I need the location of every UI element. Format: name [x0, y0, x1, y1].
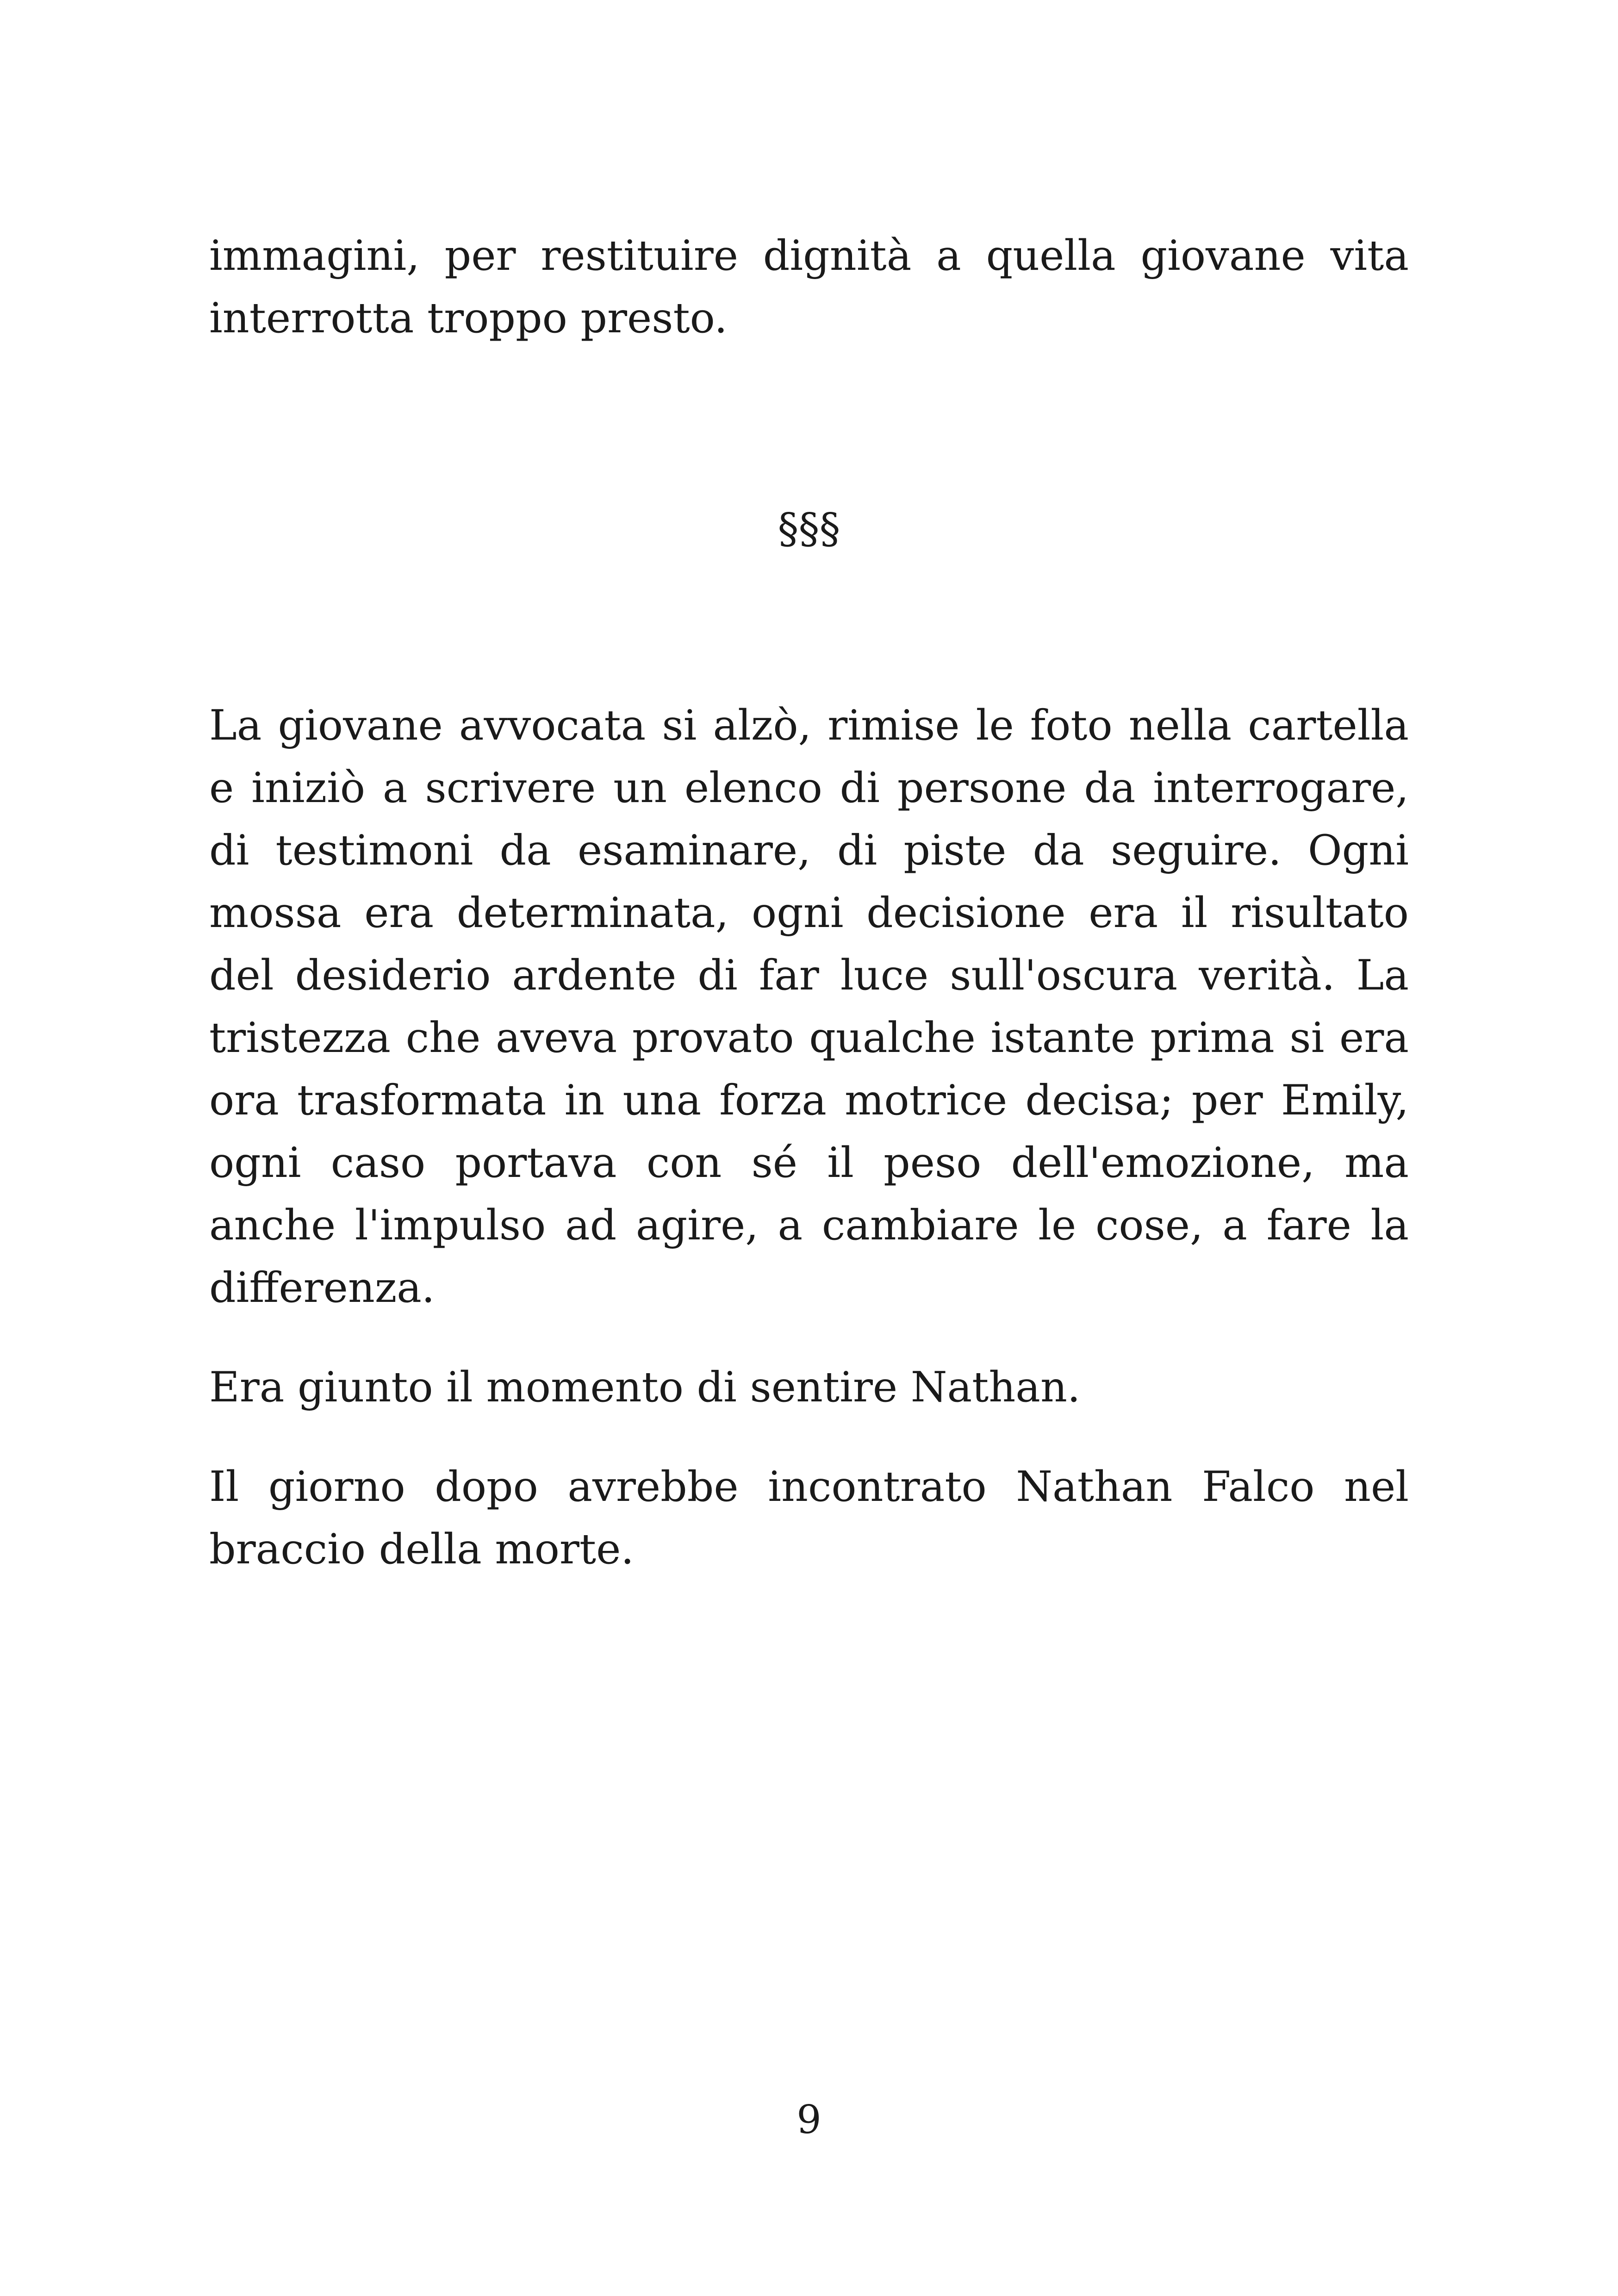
section-separator: §§§: [778, 504, 840, 553]
continuation-paragraph: immagini, per restituire dignità a quella giovane vita interrotta troppo presto.: [209, 231, 1409, 342]
page-number: 9: [797, 2097, 821, 2142]
main-text: [209, 694, 1409, 1580]
paragraph: Era giunto il momento di sentire Nathan.: [209, 1363, 1081, 1412]
paragraph: La giovane avvocata si alzò, rimise le foto nella cartella e iniziò a scrivere un elenco di persone da interrogare, di testimoni da esaminare, di piste da seguire. Ogni mossa era determinata, ogni decisione era il risultato del desiderio ardente di far luce sull'oscura verità. La tristezza che aveva provato qualche istante prima si era ora trasformata in una forza motrice decisa; per Emily, ogni caso portava con sé il peso dell'emozione, ma anche l'impulso ad agire, a cambiare le cose, a fare la differenza.: [209, 701, 1409, 1312]
continuation-text: [209, 224, 1409, 349]
paragraph: Il giorno dopo avrebbe incontrato Nathan Falco nel braccio della morte.: [209, 1462, 1409, 1574]
